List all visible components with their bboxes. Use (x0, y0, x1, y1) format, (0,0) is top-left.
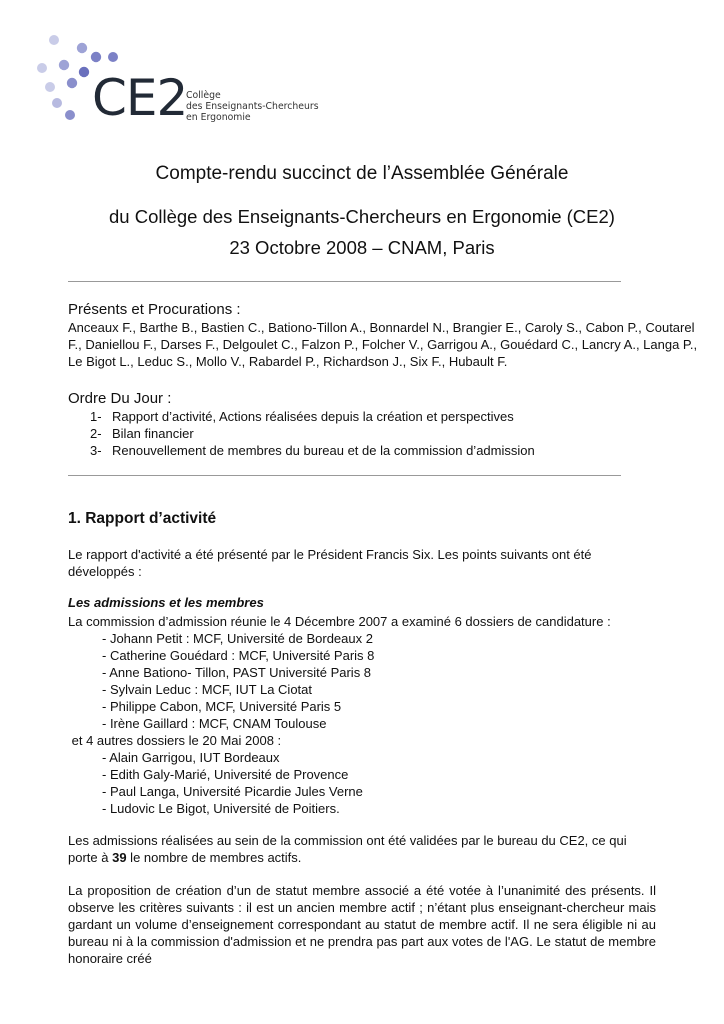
agenda-item-number: 1- (90, 409, 102, 424)
presents-line: Anceaux F., Barthe B., Bastien C., Bationo-Tillon A., Bonnardel N., Brangier E., Caroly S., Cabon P., Coutarel (68, 320, 695, 335)
logo-subtitle-line: Collège (186, 90, 221, 101)
logo-wordmark: CE2 (92, 69, 188, 127)
logo-dot (37, 63, 47, 73)
agenda-item (90, 408, 650, 425)
proposal-paragraph: La proposition de création d’un de statut membre associé a été votée à l’unanimité des présents. Il observe les critères suivants : il est un ancien membre actif ; n’étant plus enseignant-chercheur mais gardant un volume d’enseignement correspondant au statut de membre actif. Il ne sera éligible ni au bureau ni à la commission d'admission et ne prendra pas part aux votes de l'AG. Le statut de membre honoraire créé (68, 883, 656, 966)
logo-subtitle-line: des Enseignants-Chercheurs (186, 101, 319, 112)
member-count: 39 (112, 850, 127, 865)
logo-dot (79, 67, 89, 77)
logo-subtitle-line: en Ergonomie (186, 112, 251, 123)
agenda-list (90, 408, 650, 459)
section-intro: Le rapport d'activité a été présenté par le Président Francis Six. Les points suivants ont été développés : (68, 547, 592, 579)
divider (68, 475, 621, 476)
subsection-heading: Les admissions et les membres (68, 595, 264, 610)
agenda-item-text: Bilan financier (112, 426, 194, 441)
title-line-3: 23 Octobre 2008 – CNAM, Paris (229, 237, 495, 258)
candidate-item: - Anne Bationo- Tillon, PAST Université Paris 8 (102, 665, 372, 680)
candidate-item: - Alain Garrigou, IUT Bordeaux (102, 750, 280, 765)
commission-intro: La commission d’admission réunie le 4 Décembre 2007 a examiné 6 dossiers de candidature : (68, 614, 611, 629)
agenda-heading: Ordre Du Jour : (68, 390, 172, 407)
validation-text-end: le nombre de membres actifs. (126, 850, 302, 865)
candidate-item: - Philippe Cabon, MCF, Université Paris 5 (102, 699, 342, 714)
candidate-item: - Sylvain Leduc : MCF, IUT La Ciotat (102, 682, 313, 697)
logo-dot (65, 110, 75, 120)
agenda-item (90, 442, 650, 459)
presents-list (68, 319, 698, 370)
logo-dot (108, 52, 118, 62)
candidate-item: - Irène Gaillard : MCF, CNAM Toulouse (102, 716, 327, 731)
logo-dot (49, 35, 59, 45)
logo-subtitle (186, 90, 336, 123)
divider (68, 281, 621, 282)
validation-text: Les admissions réalisées au sein de la commission ont été validées par le bureau du CE2, ce qui porte à (68, 833, 627, 865)
ce2-logo (30, 30, 330, 135)
candidate-item: - Catherine Gouédard : MCF, Université Paris 8 (102, 648, 375, 663)
candidate-item: - Ludovic Le Bigot, Université de Poitiers. (102, 801, 340, 816)
logo-dot (77, 43, 87, 53)
section-heading: 1. Rapport d’activité (68, 510, 217, 527)
agenda-item (90, 425, 650, 442)
validation-paragraph (68, 832, 656, 866)
title-line-1: Compte-rendu succinct de l’Assemblée Générale (155, 163, 569, 184)
logo-dot (45, 82, 55, 92)
title-line-2: du Collège des Enseignants-Chercheurs en Ergonomie (CE2) (109, 206, 615, 227)
agenda-item-number: 2- (90, 426, 102, 441)
candidate-item: - Paul Langa, Université Picardie Jules Verne (102, 784, 363, 799)
presents-line: F., Daniellou F., Darses F., Delgoulet C., Falzon P., Folcher V., Garrigou A., Gouédard C., Lancry A., Langa P., (68, 337, 698, 352)
agenda-item-number: 3- (90, 443, 102, 458)
agenda-item-text: Renouvellement de membres du bureau et de la commission d’admission (112, 443, 535, 458)
candidate-item: - Edith Galy-Marié, Université de Provence (102, 767, 349, 782)
logo-dot (67, 78, 77, 88)
admissions-block (68, 613, 656, 817)
presents-line: Le Bigot L., Leduc S., Mollo V., Rabardel P., Richardson J., Six F., Hubault F. (68, 354, 508, 369)
presents-heading: Présents et Procurations : (68, 301, 241, 318)
second-batch-intro: et 4 autres dossiers le 20 Mai 2008 : (68, 733, 282, 748)
candidate-item: - Johann Petit : MCF, Université de Bordeaux 2 (102, 631, 373, 646)
logo-dot (91, 52, 101, 62)
agenda-item-text: Rapport d’activité, Actions réalisées depuis la création et perspectives (112, 409, 514, 424)
logo-dot (52, 98, 62, 108)
logo-dot (59, 60, 69, 70)
